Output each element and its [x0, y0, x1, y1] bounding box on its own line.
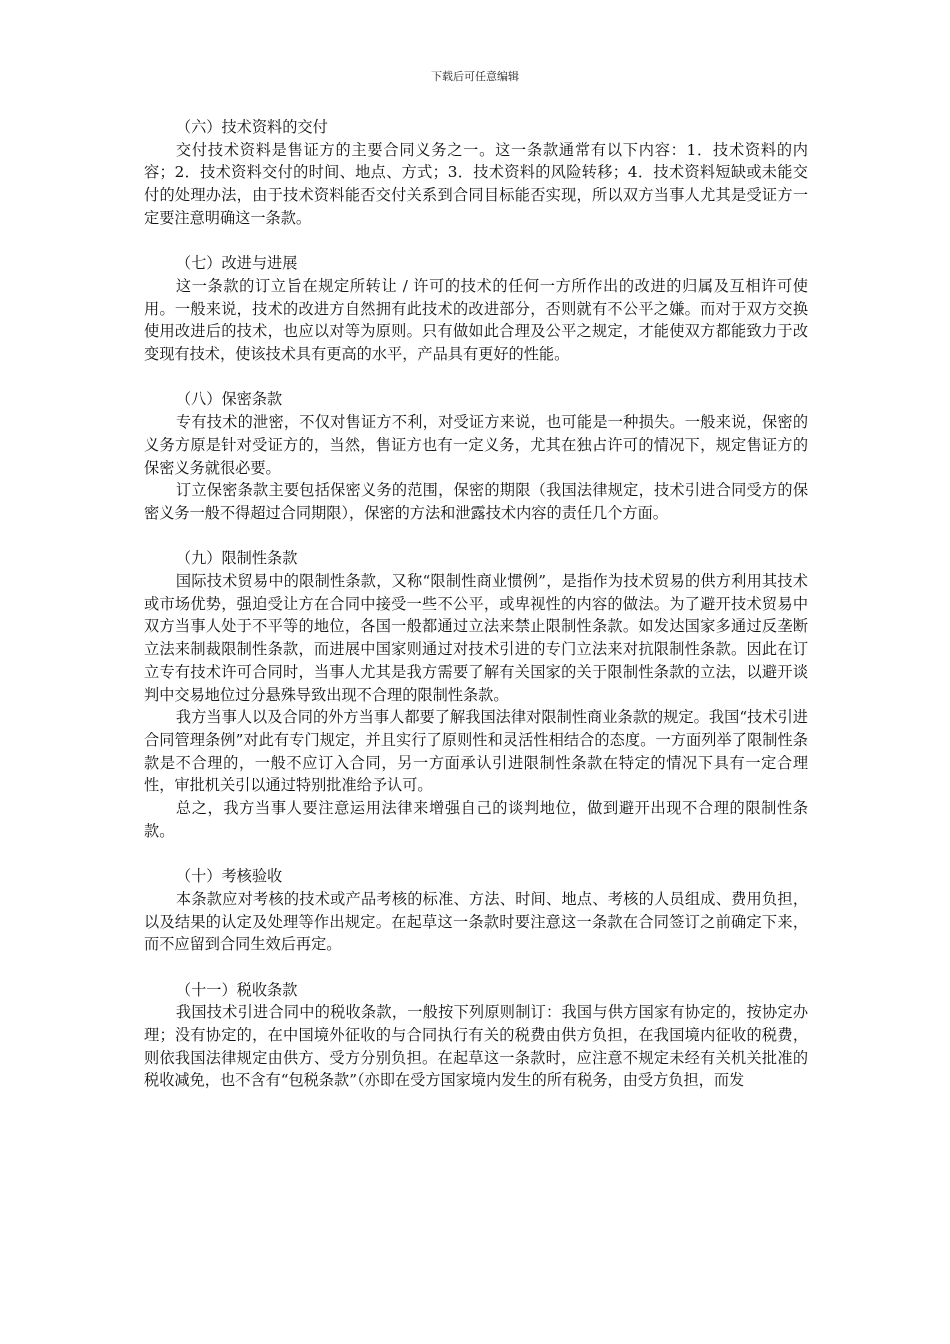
section-8 — [144, 388, 808, 524]
page-header: 下载后可任意编辑 — [431, 70, 519, 83]
section-title: （六）技术资料的交付 — [175, 118, 328, 136]
paragraph: 这一条款的订立旨在规定所转让 / 许可的技术的任何一方所作出的改进的归属及互相许可使用。一般来说，技术的改进方自然拥有此技术的改进部分，否则就有不公平之嫌。而对于双方交换使用改进后的技术，也应以对等为原则。只有做如此合理及公平之规定，才能使双方都能致力于改变现有技术，使该技术具有更高的水平，产品具有更好的性能。 — [144, 276, 808, 364]
section-9 — [144, 547, 808, 842]
document-body — [144, 116, 808, 1115]
paragraph: 专有技术的泄密，不仅对售证方不利，对受证方来说，也可能是一种损失。一般来说，保密的义务方原是针对受证方的，当然，售证方也有一定义务，尤其在独占许可的情况下，规定售证方的保密义务就很必要。 — [144, 413, 808, 477]
paragraph: 本条款应对考核的技术或产品考核的标准、方法、时间、地点、考核的人员组成、费用负担，以及结果的认定及处理等作出规定。在起草这一条款时要注意这一条款在合同签订之前确定下来，而不应留到合同生效后再定。 — [144, 889, 808, 954]
paragraph: 总之，我方当事人要注意运用法律来增强自己的谈判地位，做到避开出现不合理的限制性条款。 — [144, 799, 808, 840]
paragraph: 我方当事人以及合同的外方当事人都要了解我国法律对限制性商业条款的规定。我国“技术引进合同管理条例”对此有专门规定，并且实行了原则性和灵活性相结合的态度。一方面列举了限制性条款是不合理的，一般不应订入合同，另一方面承认引进限制性条款在特定的情况下具有一定合理性，审批机关引以通过特别批准给予认可。 — [144, 708, 808, 795]
section-title: （八）保密条款 — [175, 390, 283, 409]
section-title: （七）改进与进展 — [175, 254, 298, 273]
section-11 — [144, 979, 808, 1093]
section-7 — [144, 252, 808, 366]
paragraph: 交付技术资料是售证方的主要合同义务之一。这一条款通常有以下内容：1．技术资料的内容；2．技术资料交付的时间、地点、方式；3．技术资料的风险转移；4．技术资料短缺或未能交付的处理办法，由于技术资料能否交付关系到合同目标能否实现，所以双方当事人尤其是受证方一定要注意明确这一条款。 — [144, 140, 808, 227]
section-10 — [144, 865, 808, 956]
section-title: （九）限制性条款 — [175, 549, 298, 568]
section-6 — [144, 116, 808, 230]
section-title: （十）考核验收 — [175, 867, 283, 886]
section-title: （十一）税收条款 — [175, 980, 298, 999]
paragraph: 订立保密条款主要包括保密义务的范围，保密的期限（我国法律规定，技术引进合同受方的保密义务一般不得超过合同期限），保密的方法和泄露技术内容的责任几个方面。 — [144, 481, 808, 522]
paragraph: 国际技术贸易中的限制性条款，又称“限制性商业惯例”，是指作为技术贸易的供方利用其技术或市场优势，强迫受让方在合同中接受一些不公平，或卑视性的内容的做法。为了避开技术贸易中双方当事人处于不平等的地位，各国一般都通过立法来禁止限制性条款。如发达国家多通过反垄断立法来制裁限制性条款，而进展中国家则通过对技术引进的专门立法来对抗限制性条款。因此在订立专有技术许可合同时，当事人尤其是我方需要了解有关国家的关于限制性条款的立法，以避开谈判中交易地位过分悬殊导致出现不合理的限制性条款。 — [144, 572, 808, 704]
paragraph: 我国技术引进合同中的税收条款，一般按下列原则制订：我国与供方国家有协定的，按协定办理；没有协定的，在中国境外征收的与合同执行有关的税费由供方负担，在我国境内征收的税费，则依我国法律规定由供方、受方分别负担。在起草这一条款时，应注意不规定未经有关机关批准的税收减免，也不含有“包税条款”（亦即在受方国家境内发生的所有税务，由受方负担，而发 — [144, 1003, 808, 1090]
